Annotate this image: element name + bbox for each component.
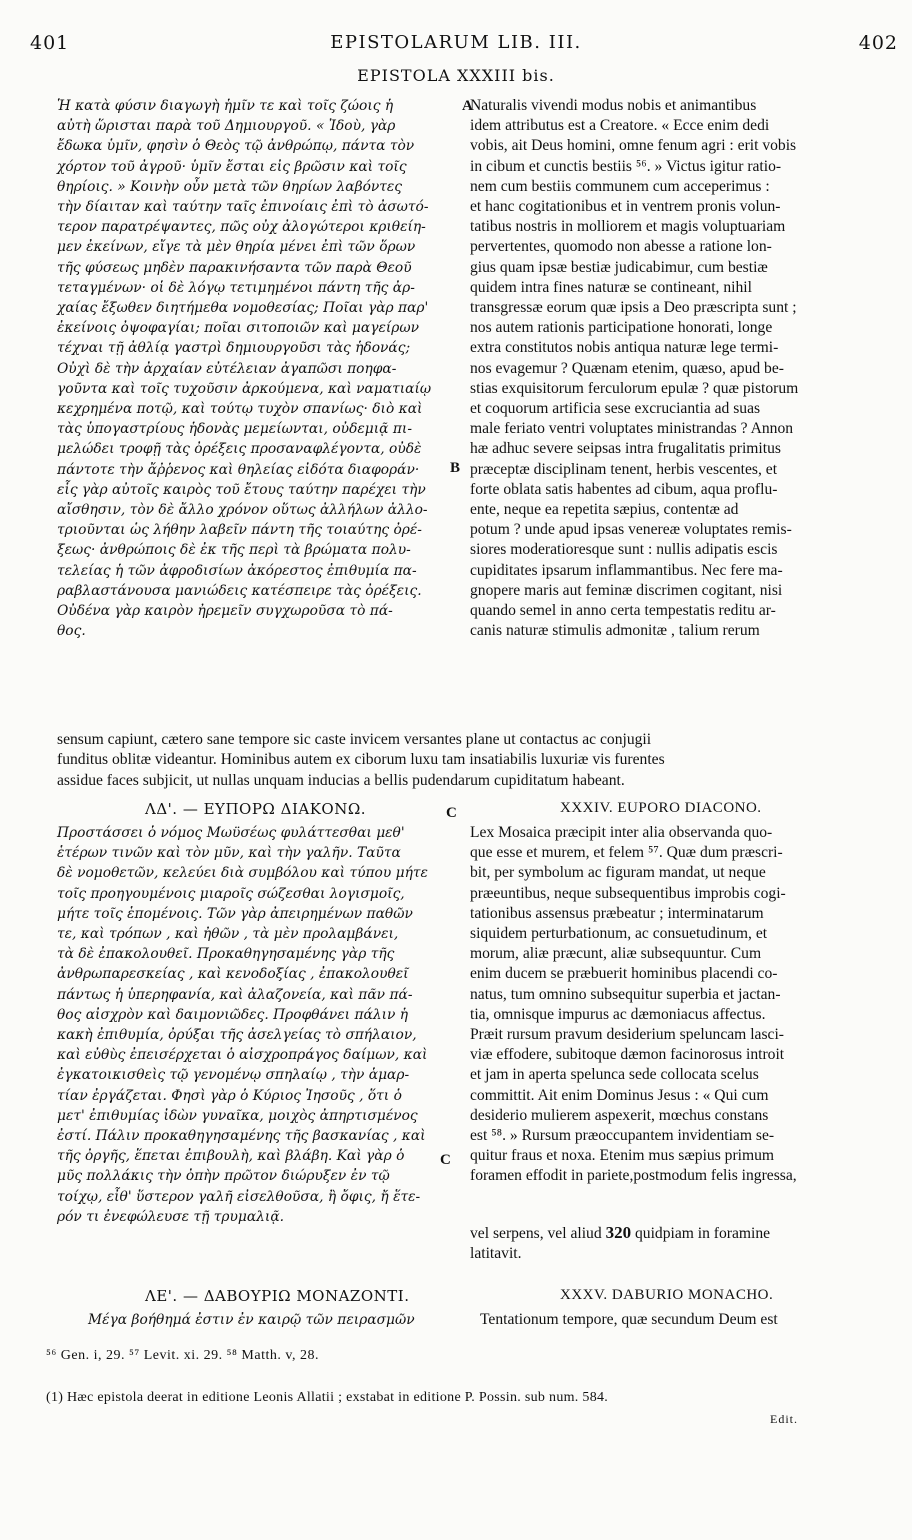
greek-column-33 [57, 96, 449, 641]
latin-heading-34: XXXIV. EUPORO DIACONO. [560, 800, 762, 816]
greek-line: χόρτον τοῦ ἀγροῦ· ὑμῖν ἔσται εἰς βρῶσιν καὶ τοῖς [57, 158, 407, 175]
latin-line: siquidem perturbationum, ac consuetudinum, et [470, 925, 768, 943]
scripture-references: ⁵⁶ Gen. i, 29. ⁵⁷ Levit. xi. 29. ⁵⁸ Matth. v, 28. [46, 1348, 319, 1363]
latin-line: nos autem rationis participatione honorati, longe [470, 319, 773, 337]
greek-line: τεταγμένων· οἱ δὲ λόγῳ τετιμημένοι πάντη τῆς ἀρ- [57, 279, 415, 296]
latin-line: siores moderatioresque sunt : nullis adipatis escis [470, 541, 778, 559]
editor-footnote: (1) Hæc epistola deerat in editione Leonis Allatii ; exstabat in editione P. Possin. sub num. 584. [46, 1390, 609, 1405]
latin-line: nos evagemur ? Quænam etenim, quæso, apud be- [470, 359, 784, 377]
greek-line: τὰς ὑπογαστρίους ἡδονὰς μεμείωνται, οὐδεμιᾷ πι- [57, 421, 413, 438]
latin-35-first-line: Tentationum tempore, quæ secundum Deum est [480, 1311, 778, 1328]
greek-line: ἐκείνοις ὀψοφαγίαι; ποῖαι σιτοποιῶν καὶ μαγείρων [57, 320, 420, 337]
latin-line: præeuntibus, neque subsequentibus improbis cogi- [470, 884, 786, 902]
latin-line: gnopere maris aut feminæ discrimen cogitant, nisi [470, 581, 783, 599]
epistle-title: EPISTOLA XXXIII bis. [357, 66, 555, 85]
latin-34-end: latitavit. [470, 1245, 522, 1263]
greek-line: ρόν τι ἐνεφώλευσε τῇ τρυμαλιᾷ. [57, 1208, 285, 1225]
greek-35-first-line: Μέγα βοήθημά ἐστιν ἐν καιρῷ τῶν πειρασμῶν [88, 1312, 415, 1328]
greek-heading-34: ΛΔ'. — ΕΥΠΟΡΩ ΔΙΑΚΟΝΩ. [145, 800, 367, 818]
latin-line: et jam in aperta spelunca sede collocata scelus [470, 1066, 759, 1084]
margin-marker-b: B [450, 460, 461, 476]
greek-line: τὰ δὲ ἐπακολουθεῖ. Προκαθηγησαμένης γὰρ τῆς [57, 946, 395, 963]
latin-line: est ⁵⁸. » Rursum præoccupantem invidentiam se- [470, 1127, 775, 1145]
greek-line: κακὴ ἐπιθυμία, ὀρύξαι τῆς ἀσελγείας τὸ σπήλαιον, [57, 1027, 417, 1044]
greek-line: τελείας ἡ τῶν ἀφροδισίων ἀκόρεστος ἐπιθυμία πα- [57, 562, 417, 579]
greek-line: αἴσθησιν, τὸν δὲ ἄλλο χρόνον οὕτως ἀλλήλων ἀλλο- [57, 502, 428, 519]
latin-34-last-lines [470, 1223, 870, 1264]
latin-34-last-pre: vel serpens, vel aliud [470, 1225, 602, 1242]
latin-line: quando semel in anno certa tempestatis reditu ar- [470, 602, 776, 620]
greek-line: τῆς ὀργῆς, ἕπεται ἐπιβουλὴ, καὶ βλάβη. Καὶ γὰρ ὁ [57, 1148, 405, 1165]
right-page-number: 402 [858, 32, 898, 54]
latin-column-34 [470, 823, 868, 1187]
latin-line: viæ effodere, subitoque dæmon facinorosus introit [470, 1046, 785, 1064]
greek-line: ἔδωκα ὑμῖν, φησὶν ὁ Θεὸς τῷ ἀνθρώπῳ, πάντα τὸν [57, 138, 415, 155]
latin-line: ente, neque ea repetita sæpius, contentæ ad [470, 501, 739, 519]
left-page-number: 401 [30, 32, 70, 54]
latin-line: in cibum et cunctis bestiis ⁵⁶. » Victus igitur ratio- [470, 157, 782, 175]
greek-line: Οὐχὶ δὲ τὴν ἀρχαίαν εὐτέλειαν ἀγαπῶσι ποηφα- [57, 360, 397, 377]
greek-line: πάντοτε τὴν ἄῤῥενος καὶ θηλείας εἰδότα διαφοράν· [57, 461, 420, 478]
latin-line: et hanc cogitationibus et in ventrem pronis volun- [470, 198, 781, 216]
greek-line: τερον παρατρέψαντες, πῶς οὐχ ἀλογώτεροι κριθείη- [57, 219, 426, 236]
latin-line: stias exquisitorum ferculorum epulæ ? quæ pistorum [470, 379, 799, 397]
margin-marker-c: C [446, 805, 457, 821]
margin-marker-c-lower: C [440, 1152, 451, 1168]
greek-line: μελώδει τροφῇ τὰς ὀρέξεις προσαναφλέγοντα, οὐδὲ [57, 441, 422, 458]
greek-line: μῦς πολλάκις τὴν ὀπὴν πρῶτον διώρυξεν ἐν τῷ [57, 1168, 390, 1185]
latin-heading-35: XXXV. DABURIO MONACHO. [560, 1287, 774, 1303]
latin-line: Lex Mosaica præcipit inter alia observanda quo- [470, 824, 773, 841]
latin-line: bit, per symbolum ac figuram mandat, ut neque [470, 864, 766, 882]
greek-line: αὐτὴ ὥρισται παρὰ τοῦ Δημιουργοῦ. « Ἰδοὺ, γὰρ [57, 118, 396, 135]
latin-line: tationibus assensus præbeatur ; interminatarum [470, 904, 764, 922]
greek-line: ἐστί. Πάλιν προκαθηγησαμένης τῆς βασκανίας , καὶ [57, 1128, 426, 1145]
latin-line: assidue faces subjicit, ut nullas unquam inducias a bellis pudendarum cupiditatum habeant. [57, 771, 625, 789]
greek-line: τῆς φύσεως μηδὲν παρακινήσαντα τῶν παρὰ Θεοῦ [57, 259, 412, 276]
latin-line: enim ducem se præbuerit hominibus placendi co- [470, 965, 778, 983]
latin-line: idem attributus est a Creatore. « Ecce enim dedi [470, 117, 770, 135]
latin-line: gius quam ipsæ bestiæ judicabimur, cum bestiæ [470, 258, 768, 276]
editor-signature: Edit. [770, 1412, 798, 1426]
greek-line: μεν ἐκείνων, εἴγε τὰ μὲν θηρία μένει ἐπὶ τῶν ὅρων [57, 239, 416, 256]
greek-line: μετ' ἐπιθυμίας ἰδὼν γυναῖκα, μοιχὸς ἀπηρτισμένος [57, 1107, 418, 1124]
margin-marker-a: A [462, 98, 473, 114]
greek-line: κεχρημένα ποτῷ, καὶ τούτῳ τυχὸν σπανίως· διὸ καὶ [57, 401, 423, 418]
latin-line: tatibus nostris in molliorem et magis voluptuariam [470, 218, 786, 236]
greek-line: δὲ νομοθετῶν, κελεύει διὰ συμβόλου καὶ τύπου μήτε [57, 865, 428, 882]
latin-line: forte oblata satis habentes ad cibum, aqua proflu- [470, 480, 778, 498]
latin-line: committit. Ait enim Dominus Jesus : « Qui cum [470, 1086, 769, 1104]
greek-line: θηρίοις. » Κοινὴν οὖν μετὰ τῶν θηρίων λαβόντες [57, 178, 403, 195]
greek-line: θος αἰσχρὸν καὶ δαιμονιῶδες. Προφθάνει πάλιν ἡ [57, 1006, 409, 1023]
greek-line: τέχναι τῇ ἀθλίᾳ γαστρὶ δημιουργοῦσι τὰς ἡδονάς; [57, 340, 411, 357]
latin-line: foramen effodit in pariete,postmodum felis ingressa, [470, 1167, 797, 1185]
latin-full-width-text [57, 730, 867, 791]
greek-heading-35: ΛΕ'. — ΔΑΒΟΥΡΙΩ ΜΟΝΑΖΟΝΤΙ. [145, 1287, 410, 1305]
running-title: EPISTOLARUM LIB. III. [330, 32, 582, 53]
greek-line: τριοῦνται ὡς λήθην λαβεῖν πάντη τῆς τοιαύτης ὀρέ- [57, 522, 422, 539]
latin-line: præceptæ disciplinam tenent, herbis vescentes, et [470, 460, 778, 478]
latin-line: Præit rursum pravum desiderium speluncam lasci- [470, 1026, 784, 1044]
greek-line: χαίας ἔξωθεν διητήμεθα νομοθεσίας; Ποῖαι γὰρ παρ' [57, 300, 429, 317]
greek-column-34 [57, 823, 440, 1227]
greek-line: μήτε τοῖς ἑπομένοις. Τῶν γὰρ ἀπειρημένων παθῶν [57, 905, 413, 922]
greek-line: Οὐδένα γὰρ καιρὸν ἠρεμεῖν συγχωροῦσα τὸ πά- [57, 603, 393, 620]
latin-34-last-post: quidpiam in foramine [634, 1225, 771, 1242]
latin-line: funditus oblitæ videantur. Hominibus autem ex ciborum luxu tam insatiabilis luxuriæ vis furentes [57, 751, 665, 769]
greek-line: ἀνθρωπαρεσκείας , καὶ κενοδοξίας , ἐπακολουθεῖ [57, 966, 409, 983]
greek-line: Ἡ κατὰ φύσιν διαγωγὴ ἡμῖν τε καὶ τοῖς ζώοις ἡ [57, 98, 394, 114]
latin-line: male feriato ventri voluptates ministrandas ? Annon [470, 420, 794, 438]
greek-line: ἑτέρων τινῶν καὶ τὸν μῦν, καὶ τὴν γαλῆν. Ταῦτα [57, 845, 401, 862]
latin-line: desiderio mulierem aspexerit, mœchus constans [470, 1106, 769, 1124]
latin-line: sensum capiunt, cætero sane tempore sic caste invicem versantes plane ut contactus ac conjugii [57, 731, 652, 748]
latin-column-33 [470, 96, 876, 641]
latin-line: tia, omnisque impurus ac dæmoniacus affectus. [470, 1005, 766, 1023]
greek-line: καὶ εὐθὺς ἐπεισέρχεται ὁ αἰσχροπράγος δαίμων, καὶ [57, 1047, 428, 1064]
greek-line: ραβλαστάνουσα μανιώδεις κατέσπειρε τὰς ὀρέξεις. [57, 582, 422, 599]
greek-line: θος. [57, 623, 86, 640]
latin-line: vobis, ait Deus homini, omne fenum agri : erit vobis [470, 137, 797, 155]
greek-line: τοῖς προηγουμένοις μιαροῖς σώζεσθαι λογισμοῖς, [57, 885, 405, 902]
greek-line: τὴν δίαιταν καὶ ταύτην ταῖς ἐπινοίαις ἐπὶ τὸ ἀσωτό- [57, 199, 429, 216]
latin-line: natus, tum omnino subsequitur superbia et jactan- [470, 985, 781, 1003]
greek-line: εἷς γὰρ αὐτοῖς καιρὸς τοῦ ἔτους ταύτην παρέχει τὴν [57, 481, 426, 498]
latin-line: nem cum bestiis communem cum acceperimus : [470, 177, 770, 195]
latin-line: transgressæ eorum quæ ipsis a Deo præscripta sunt ; [470, 299, 797, 317]
latin-line: que esse et murem, et felem ⁵⁷. Quæ dum præscri- [470, 844, 783, 862]
greek-line: γοῦντα καὶ τοῖς τυχοῦσιν ἀρκούμενα, καὶ ναματιαίῳ [57, 380, 432, 397]
greek-line: τε, καὶ τρόπων , καὶ ἠθῶν , τὰ μὲν προλαμβάνει, [57, 926, 399, 943]
greek-line: Προστάσσει ὁ νόμος Μωϋσέως φυλάττεσθαι μεθ' [57, 825, 405, 841]
latin-line: extra constitutos nobis antiqua naturæ lege termi- [470, 339, 779, 357]
latin-line: et coquorum artificia sese excruciantia ad suas [470, 400, 761, 418]
latin-line: pervertentes, quomodo non abesse a ratione lon- [470, 238, 772, 256]
latin-line: hæ adhuc severe seipsas intra frugalitatis primitus [470, 440, 781, 458]
latin-line: morum, aliæ præcunt, aliæ subsequuntur. Cum [470, 945, 762, 963]
greek-line: πάντως ἡ ὑπερηφανία, καὶ ἀλαζονεία, καὶ πᾶν πά- [57, 986, 413, 1003]
greek-line: τοίχῳ, εἶθ' ὕστερον γαλῆ εἰσελθοῦσα, ἢ ὄφις, ἤ ἕτε- [57, 1188, 421, 1205]
latin-line: potum ? unde apud ipsas venereæ voluptates remis- [470, 521, 792, 539]
greek-line: τίαν ἐργάζεται. Φησὶ γὰρ ὁ Κύριος Ἰησοῦς , ὅτι ὁ [57, 1087, 402, 1104]
latin-line: quitur fraus et noxa. Etenim mus sæpius primum [470, 1147, 775, 1165]
column-number-320: 320 [605, 1223, 632, 1242]
latin-line: cupiditates ipsarum inflammantibus. Nec fere ma- [470, 561, 783, 579]
latin-line: Naturalis vivendi modus nobis et animantibus [470, 97, 757, 114]
greek-line: ἐγκατοικισθεὶς τῷ γενομένῳ σπηλαίῳ , τὴν ἁμαρ- [57, 1067, 410, 1084]
greek-line: ξεως· ἀνθρώποις δὲ ἐκ τῆς περὶ τὰ βρώματα πολυ- [57, 542, 411, 559]
latin-line: quidem intra fines naturæ se contineant, nihil [470, 278, 752, 296]
latin-line: canis naturæ stimulis admonitæ , talium rerum [470, 622, 760, 640]
